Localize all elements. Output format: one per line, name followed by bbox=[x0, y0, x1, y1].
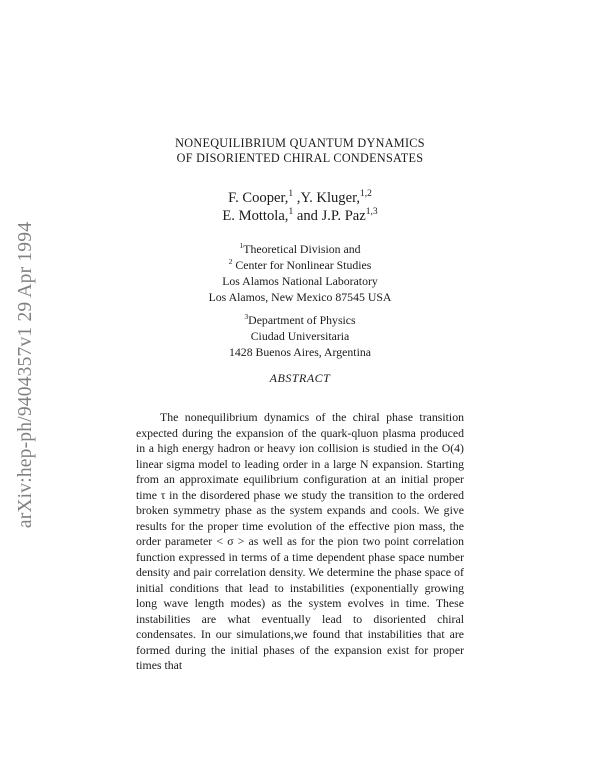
affiliation-line bbox=[0, 257, 600, 273]
affiliation-text: Center for Nonlinear Studies bbox=[232, 258, 372, 272]
affiliation-line: Ciudad Universitaria bbox=[250, 329, 350, 343]
author-paz: and J.P. Paz bbox=[293, 208, 366, 224]
author-line-1 bbox=[0, 189, 600, 207]
arxiv-identifier-text: arXiv:hep-ph/9404357v1 29 Apr 1994 bbox=[15, 221, 36, 529]
author-line-2 bbox=[0, 207, 600, 225]
title-line-2: OF DISORIENTED CHIRAL CONDENSATES bbox=[176, 151, 424, 165]
author-list bbox=[0, 189, 600, 225]
affiliation-marker: 1 bbox=[239, 241, 244, 251]
affiliation-line: Los Alamos National Laboratory bbox=[222, 274, 378, 288]
title-line-1: NONEQUILIBRIUM QUANTUM DYNAMICS bbox=[175, 136, 425, 150]
author-paz-affil: 1,3 bbox=[365, 207, 378, 218]
affiliation-line bbox=[0, 241, 600, 257]
affiliation-line: 1428 Buenos Aires, Argentina bbox=[229, 345, 371, 359]
author-kluger-affil: 1,2 bbox=[360, 189, 372, 200]
author-kluger: ,Y. Kluger, bbox=[293, 190, 360, 206]
paper-title bbox=[0, 136, 600, 166]
affiliation-text: Department of Physics bbox=[248, 313, 356, 327]
abstract-body bbox=[136, 410, 464, 674]
abstract-heading: ABSTRACT bbox=[269, 371, 331, 385]
affiliation-marker: 3 bbox=[244, 312, 249, 322]
affiliation-marker: 2 bbox=[228, 257, 233, 267]
affiliation-line bbox=[0, 312, 600, 328]
author-cooper: F. Cooper, bbox=[228, 190, 289, 206]
abstract-paragraph: The nonequilibrium dynamics of the chiral phase transition expected during the expansion of the quark-qluon plasma produced in a high energy hadron or heavy ion collision is studied in the O(4) linear sigma model to leading order in a large N expansion. Starting from an approximate equilibrium configuration at an initial proper time τ in the disordered phase we study the transition to the ordered broken symmetry phase as the system expands and cools. We give results for the proper time evolution of the effective pion mass, the order parameter < σ > as well as for the pion two point correlation function expressed in terms of a time dependent phase space number density and pair correlation density. We determine the phase space of initial conditions that lead to instabilities (exponentially growing long wave length modes) as the system evolves in time. These instabilities are what eventually lead to disoriented chiral condensates. In our simulations,we found that instabilities that are formed during the initial phases of the expansion exist for proper times that bbox=[136, 410, 464, 672]
affiliation-block-2 bbox=[0, 312, 600, 360]
author-mottola-affil: 1 bbox=[288, 207, 294, 218]
affiliation-block-1 bbox=[0, 241, 600, 305]
affiliation-text: Theoretical Division and bbox=[243, 242, 361, 256]
author-cooper-affil: 1 bbox=[288, 189, 294, 200]
affiliation-line: Los Alamos, New Mexico 87545 USA bbox=[208, 290, 392, 304]
author-mottola: E. Mottola, bbox=[222, 208, 289, 224]
